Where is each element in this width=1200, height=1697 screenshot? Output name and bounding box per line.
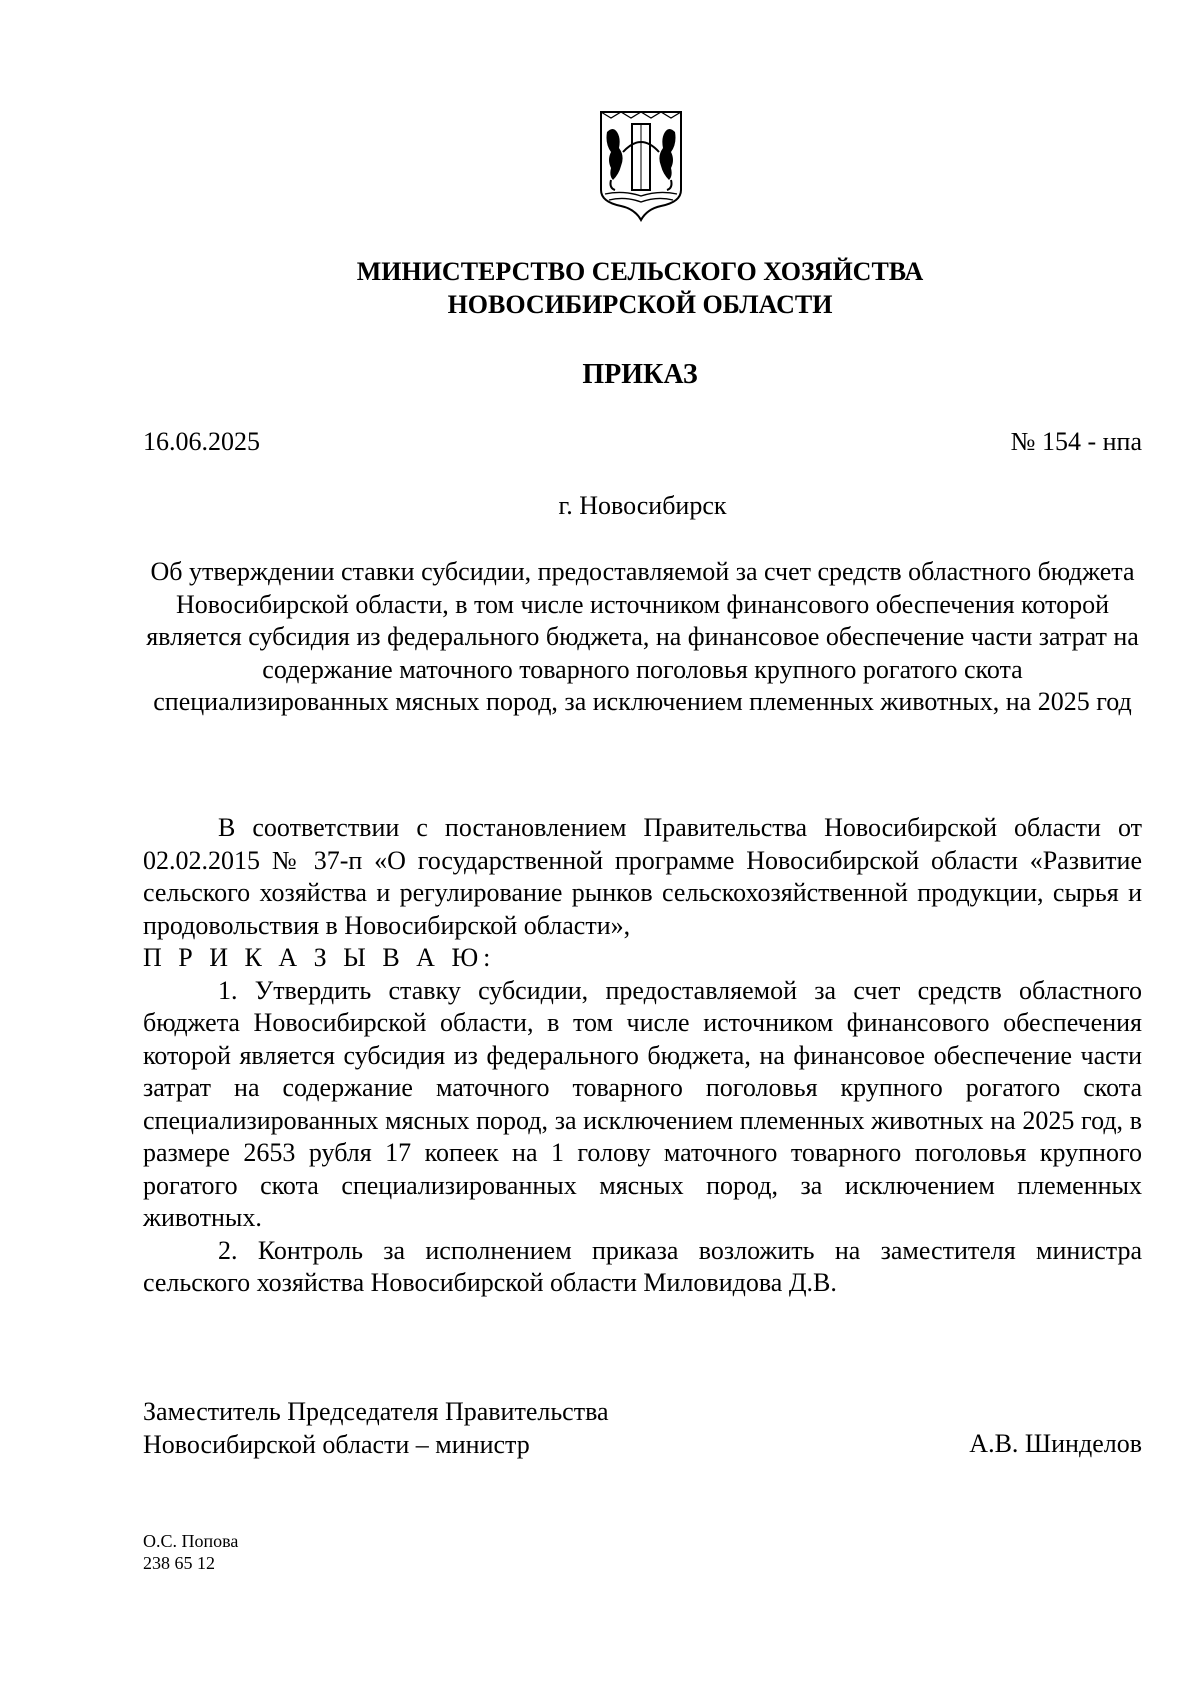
order-item-2: 2. Контроль за исполнением приказа возложить на заместителя министра сельского хозяйства Новосибирской области Миловидова Д.В. [143,1235,1142,1297]
signer-position-line2: Новосибирской области – министр [143,1429,530,1459]
executor-phone: 238 65 12 [143,1553,215,1573]
document-city: г. Новосибирск [558,491,727,520]
executor-name: О.С. Попова [143,1531,239,1551]
document-type: ПРИКАЗ [582,359,698,390]
coat-of-arms-icon [599,110,683,222]
signer-name: А.В. Шинделов [969,1429,1142,1458]
ministry-name [200,255,1080,321]
decree-word: П Р И К А З Ы В А Ю: [143,943,496,972]
document-body [143,812,1142,1300]
ministry-name-line1: МИНИСТЕРСТВО СЕЛЬСКОГО ХОЗЯЙСТВА [356,257,924,286]
document-date: 16.06.2025 [143,427,260,456]
signer-position [143,1396,609,1461]
executor-info [143,1530,238,1574]
preamble-paragraph: В соответствии с постановлением Правительства Новосибирской области от 02.02.2015 № 37-п «О государственной программе Новосибирской области «Развитие сельского хозяйства и регулирование рынков сельскохозяйственной продукции, сырья и продовольствия в Новосибирской области», [143,813,1142,940]
document-title: Об утверждении ставки субсидии, предоставляемой за счет средств областного бюджета Новосибирской области, в том числе источником финансового обеспечения которой является субсидия из федерального бюджета, на финансовое обеспечение части затрат на содержание маточного товарного поголовья крупного рогатого скота специализированных мясных пород, за исключением племенных животных, на 2025 год [146,557,1139,716]
ministry-name-line2: НОВОСИБИРСКОЙ ОБЛАСТИ [447,290,833,319]
signer-position-line1: Заместитель Председателя Правительства [143,1397,609,1426]
order-item-1: 1. Утвердить ставку субсидии, предоставляемой за счет средств областного бюджета Новосибирской области, в том числе источником финансового обеспечения которой является субсидия из федерального бюджета, на финансовое обеспечение части затрат на содержание маточного товарного поголовья крупного рогатого скота специализированных мясных пород, за исключением племенных животных на 2025 год, в размере 2653 рубля 17 копеек на 1 голову маточного товарного поголовья крупного рогатого скота специализированных мясных пород, за исключением племенных животных. [143,975,1142,1232]
document-number: № 154 - нпа [1010,427,1142,456]
